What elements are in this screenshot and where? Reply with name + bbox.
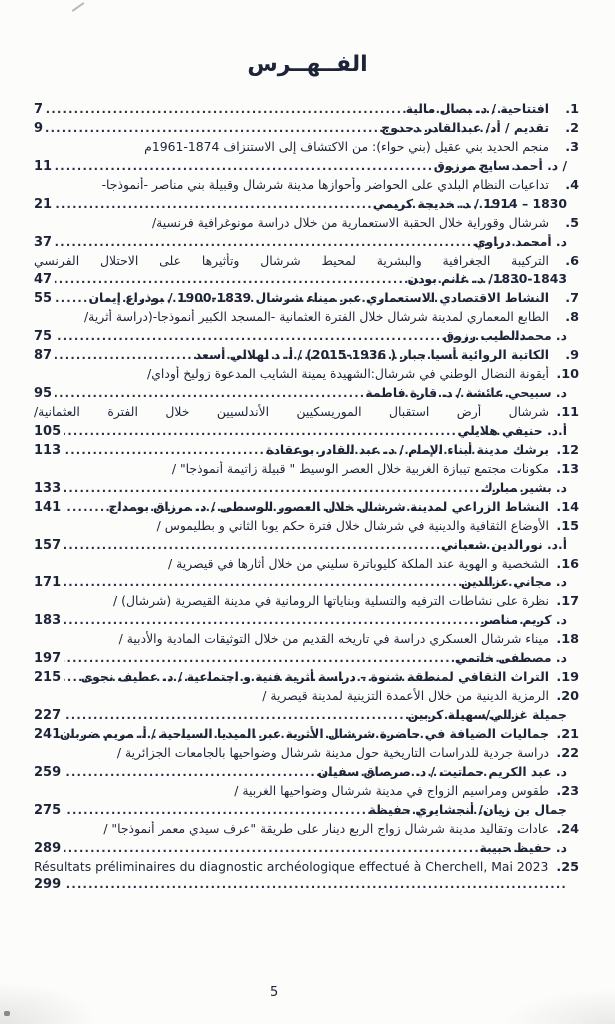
dot-leader [55, 235, 539, 249]
toc-entry-line [34, 385, 579, 404]
entry-number: 15. [556, 518, 579, 534]
entry-text: الأوضاع الثقافية والدينية في شرشال خلال فترة حكم يوبا الثاني و بطليموس / [156, 517, 549, 533]
toc-entry-line [34, 480, 579, 499]
entry-number: 6. [565, 253, 579, 269]
entry-text: شرشال أرض استقبال الموريسكيين الأندلسيين خلال الفترة العثمانية/ [34, 404, 549, 419]
entry-page-number: 113 [34, 442, 62, 458]
toc-entry-line [34, 556, 579, 575]
entry-text: د. مصطفى خاتمي [454, 650, 567, 666]
entry-number: 22. [556, 745, 579, 761]
toc-entry-line [34, 101, 579, 120]
toc-entry-line [34, 612, 579, 631]
toc-entry-line [34, 423, 579, 442]
dot-leader [64, 613, 541, 627]
entry-number: 18. [556, 632, 579, 648]
entry-text: ميناء شرشال العسكري دراسة في تاريخه القديم من خلال التوثيقات المادية والأدبية / [118, 631, 549, 647]
entry-page-number: 183 [34, 613, 62, 629]
dot-leader [55, 197, 512, 211]
entry-page-number: 241 [34, 726, 62, 742]
entry-number: 11. [556, 405, 579, 420]
entry-page-number: 47 [34, 272, 53, 288]
toc-entry-line [34, 650, 579, 669]
toc-entry-line [34, 309, 579, 328]
entry-number: 12. [556, 442, 579, 458]
entry-text: 1830 – 1914 / د. خديجة كريمي [372, 195, 567, 211]
dot-leader [64, 708, 522, 722]
entry-text: الرمزية الدينية من خلال الأعمدة التزينية لمدينة قيصرية / [262, 688, 549, 704]
entry-text: جمال بن زيان/ أنجشايري حفيظة [368, 801, 567, 817]
entry-text: جماليات الضيافة في حاضرة شرشال الأثرية عبر الميديا السياحية / أ. مريم ضربان [59, 725, 549, 741]
entry-text: أيقونة النضال الوطني في شرشال:الشهيدة يمينة الشايب المدعوة زوليخ أوداي/ [147, 366, 549, 382]
entry-page-number: 215 [34, 670, 62, 686]
entry-number: 9. [565, 348, 579, 364]
entry-text: Résultats préliminaires du diagnostic archéologique effectué à Cherchell, Mai 2023 [34, 858, 549, 874]
entry-number: 13. [556, 461, 579, 477]
page-title: الفــهــرس [247, 52, 368, 77]
footer-page-number: 5 [270, 985, 279, 1000]
dot-leader [64, 727, 436, 741]
toc-entry-line [34, 802, 579, 821]
dot-leader [64, 575, 536, 589]
entry-number: 25. [556, 859, 579, 875]
toc-entry-line [34, 196, 579, 215]
toc-entry-line [34, 537, 579, 556]
toc-entry-line [34, 821, 579, 840]
entry-number: 23. [556, 783, 579, 799]
entry-number: 24. [556, 821, 579, 837]
toc-entry-line [34, 158, 579, 177]
entry-text: منجم الحديد بني عقيل (بني حواء): من الاكتشاف إلى الاستنزاف 1874-1961م [144, 138, 549, 154]
entry-text: / د. أحمد سايح مرزوق [433, 157, 567, 173]
entry-text: نظرة على نشاطات الترفيه والتسلية وبناياتها الرومانية في مدينة القيصرية (شرشال) / [113, 593, 549, 609]
toc-entry-line [34, 328, 579, 347]
entry-text: شرشال وقوراية خلال الحقبة الاستعمارية من خلال دراسة مونوغرافية فرنسية/ [151, 214, 549, 230]
dot-leader [64, 538, 530, 552]
dot-leader [46, 102, 508, 116]
entry-text: د. سبيحي عائشة / د. قارة فاطمة [365, 385, 567, 401]
entry-number: 4. [565, 177, 579, 193]
toc-entry-line [34, 253, 579, 272]
dot-leader [55, 348, 460, 362]
entry-page-number: 227 [34, 708, 62, 723]
entry-page-number: 95 [34, 386, 53, 402]
entry-text: د. عبد الكريم حماتيت / د. صرصاق سفيان [317, 763, 567, 779]
entry-text: تقديم / أد/ عبدالقادر دحدوح [381, 119, 549, 135]
entry-page-number: 11 [34, 158, 53, 174]
toc-entry-line [34, 726, 579, 745]
dot-leader [64, 424, 535, 438]
entry-text: افتتاحية / د. بصال مالية [405, 101, 549, 116]
dot-leader [55, 159, 528, 173]
toc-entry-line [34, 139, 579, 158]
entry-text: د. محمدالطيب رزوق [443, 328, 567, 344]
dot-leader [64, 877, 567, 891]
entry-text: أ.د. حنيفي هلايلي [457, 422, 567, 438]
dot-leader [64, 841, 541, 855]
toc-entry-line [34, 877, 579, 896]
toc-entry-line [34, 215, 579, 234]
entry-text: طقوس ومراسيم الزواج في مدينة شرشال وضواحيها الغربية / [234, 782, 549, 798]
dot-leader [64, 670, 440, 684]
entry-page-number: 37 [34, 234, 53, 250]
entry-page-number: 259 [34, 764, 62, 780]
dot-leader [55, 329, 530, 343]
entry-number: 1. [565, 102, 579, 117]
entry-page-number: 275 [34, 802, 62, 818]
toc-entry-line [34, 840, 579, 859]
entry-page-number: 133 [34, 480, 62, 496]
entry-text: دراسة جردية للدراسات التاريخية حول مدينة شرشال وضواحيها بالجامعات الجزائرية / [116, 744, 549, 760]
entry-page-number: 7 [34, 102, 44, 117]
toc-entry-line [34, 177, 579, 196]
entry-text: النشاط الزراعي لمدينة شرشال خلال العصور الوسطى / د. مرزاق بومداح [108, 498, 549, 514]
toc-entry-line [34, 631, 579, 650]
entry-text: تداعيات النظام البلدي على الحواضر وأحوازها مدينة شرشال وقبيلة بني مناصر -أنموذجا- [101, 176, 549, 192]
entry-number: 8. [565, 310, 579, 326]
dot-leader [64, 500, 445, 514]
toc-entry-line [34, 745, 579, 764]
entry-text: التركيبة الجغرافية والبشرية لمحيط شرشال وتأثيرها على الاحتلال الفرنسي [34, 252, 549, 268]
entry-page-number: 299 [34, 877, 62, 893]
entry-text: د. مجاني عزالدين [460, 574, 567, 590]
entry-number: 16. [556, 556, 579, 572]
entry-text: برشك مدينة أبناء الإمام / د. عبد القادر بوعقادة [266, 441, 549, 457]
toc-entry-line [34, 783, 579, 802]
entry-number: 2. [565, 120, 579, 136]
entry-number: 14. [556, 499, 579, 515]
toc-entry-line [34, 404, 579, 423]
entry-text: د. بشير مبارك [481, 479, 567, 495]
entry-text: الكاتبة الروائية أسيا جبار ( 1936-2015) / أ. د لهلالي أسعد [194, 347, 549, 363]
toc-entry-line [34, 461, 579, 480]
entry-text: الشخصية و الهوية عند الملكة كليوباترة سليني من خلال أثارها في قيصرية / [168, 555, 549, 571]
toc-entry-line [34, 859, 579, 878]
toc-entry-line [34, 574, 579, 593]
entry-number: 19. [556, 670, 579, 686]
scan-artifact [4, 1011, 10, 1016]
toc-entry-line [34, 499, 579, 518]
dot-leader [55, 291, 439, 305]
entry-number: 3. [565, 139, 579, 155]
entry-page-number: 105 [34, 423, 62, 439]
dot-leader [64, 651, 534, 665]
entry-page-number: 21 [34, 196, 53, 212]
toc-entry-line [34, 688, 579, 707]
toc-entry-line [34, 290, 579, 309]
dot-leader [64, 803, 512, 817]
entry-page-number: 197 [34, 651, 62, 667]
entry-page-number: 75 [34, 329, 53, 345]
toc-list [0, 101, 615, 896]
entry-number: 21. [556, 726, 579, 742]
entry-number: 17. [556, 594, 579, 610]
entry-page-number: 9 [34, 120, 44, 136]
dot-leader [55, 386, 510, 400]
entry-page-number: 289 [34, 840, 62, 856]
entry-number: 5. [565, 215, 579, 231]
entry-page-number: 141 [34, 499, 62, 515]
entry-text: د. حفيظ حبيبة [479, 839, 567, 855]
dot-leader [55, 272, 521, 286]
entry-page-number: 171 [34, 575, 62, 591]
entry-text: د. أمحمد دراوي [474, 233, 567, 249]
dot-leader [64, 481, 542, 495]
entry-text: التراث الثقافي لمنطقة شنوة – دراسة أثرية فنية و اجتماعية / د. عطيف نجوى [80, 669, 549, 685]
toc-entry-line [34, 707, 579, 726]
toc-entry-line [34, 271, 579, 290]
entry-page-number: 157 [34, 537, 62, 553]
entry-text: 1830-1843/ د. غانم بودن [407, 271, 567, 287]
entry-text: د. كريم مناصر [480, 612, 567, 628]
dot-leader [64, 443, 477, 457]
entry-number: 7. [565, 291, 579, 307]
entry-text: الطابع المعماري لمدينة شرشال خلال الفترة العثمانية -المسجد الكبير أنموذجا-(دراسة أثرية/ [84, 309, 549, 325]
toc-entry-line [34, 120, 579, 139]
entry-text: جميلة غزالي/سهيلة كربين [407, 707, 567, 722]
toc-entry-line [34, 442, 579, 461]
entry-text: مكونات مجتمع تيبازة الغربية خلال العصر الوسيط " قبيلة زاتيمة أنموذجا" / [171, 460, 549, 476]
toc-entry-line [34, 234, 579, 253]
entry-number: 10. [556, 367, 579, 383]
dot-leader [46, 121, 502, 135]
toc-entry-line [34, 764, 579, 783]
entry-page-number: 55 [34, 291, 53, 307]
entry-text: عادات وتقاليد مدينة شرشال زواج الربع دينار على طريقة "عرف سيدي معمر أنموذجا" / [103, 820, 549, 836]
entry-page-number: 87 [34, 348, 53, 364]
toc-entry-line [34, 593, 579, 612]
toc-entry-line [34, 518, 579, 537]
entry-text: النشاط الاقتصادي الاستعماري عبر ميناء شرشال 1839-1900 / بوذراع إيمان [88, 290, 549, 306]
toc-entry-line [34, 669, 579, 688]
entry-number: 20. [556, 689, 579, 705]
entry-text: أ.د. نورالدين شعباني [440, 536, 567, 552]
dot-leader [64, 765, 500, 779]
toc-entry-line [34, 366, 579, 385]
toc-entry-line [34, 347, 579, 366]
